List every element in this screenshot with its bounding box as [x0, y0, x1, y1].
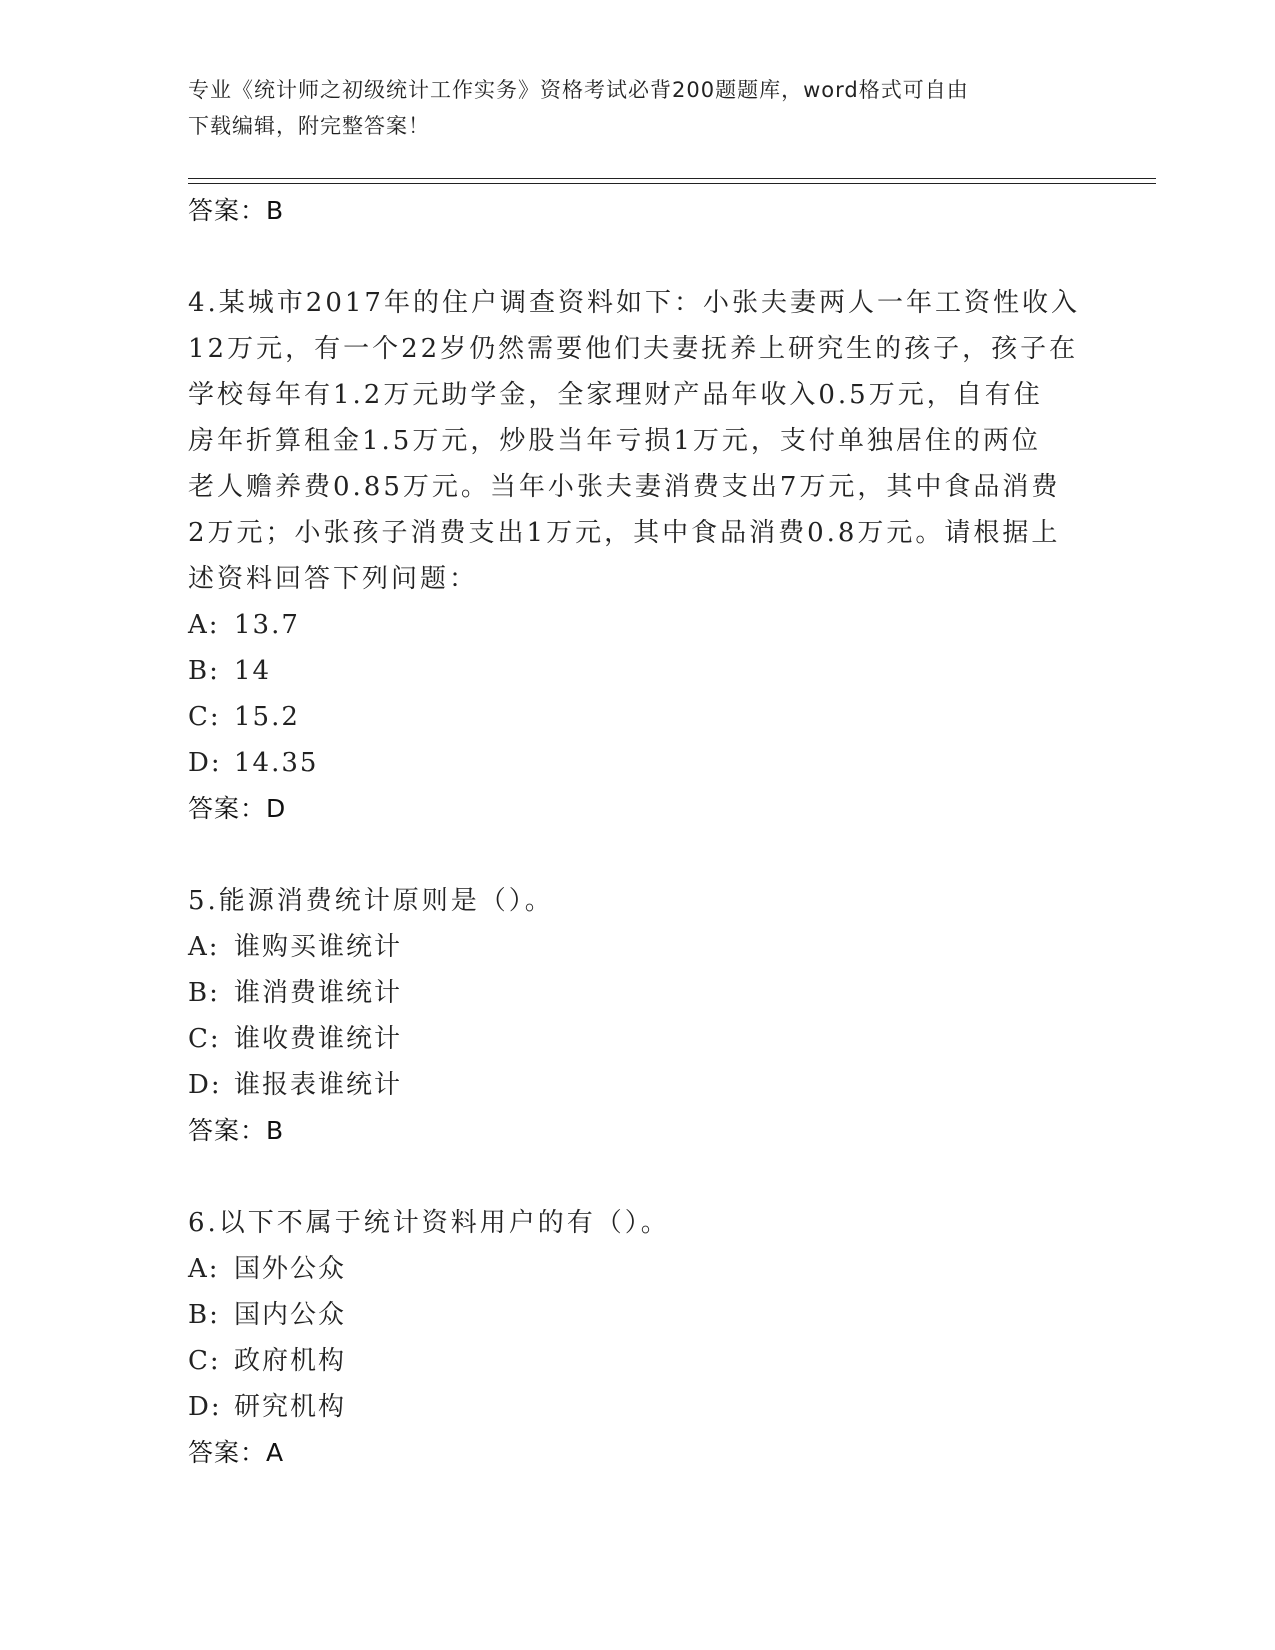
option-text: 谁收费谁统计: [234, 1024, 403, 1054]
option-text: 13.7: [234, 610, 300, 640]
spacer: [188, 234, 1088, 280]
option-text: 谁消费谁统计: [234, 978, 403, 1008]
option-letter: A:: [188, 1254, 220, 1284]
header-line-2: 下载编辑，附完整答案！: [188, 114, 430, 138]
option-b: [188, 648, 1088, 694]
question-line: 4.某城市2017年的住户调查资料如下：小张夫妻两人一年工资性收入: [188, 288, 1080, 318]
question-block-6: [188, 1200, 1088, 1476]
page-header: [188, 72, 1088, 144]
option-text: 谁报表谁统计: [234, 1070, 403, 1100]
question-line: 述资料回答下列问题：: [188, 564, 479, 594]
option-text: 国外公众: [234, 1254, 347, 1284]
question-stem: [188, 1200, 1088, 1246]
answer-label: 答案：B: [188, 1116, 285, 1145]
answer-label: 答案：D: [188, 794, 287, 823]
option-letter: B:: [188, 978, 220, 1008]
option-letter: B:: [188, 656, 220, 686]
option-text: 14: [234, 656, 272, 686]
option-text: 政府机构: [234, 1346, 347, 1376]
question-line: 6.以下不属于统计资料用户的有（）。: [188, 1208, 670, 1238]
option-d: [188, 1384, 1088, 1430]
option-letter: A:: [188, 932, 220, 962]
option-d: [188, 1062, 1088, 1108]
option-letter: D:: [188, 1070, 222, 1100]
option-text: 15.2: [234, 702, 300, 732]
header-rule-bottom: [188, 183, 1156, 184]
spacer: [188, 832, 1088, 878]
option-letter: C:: [188, 1346, 221, 1376]
option-text: 14.35: [234, 748, 319, 778]
option-letter: C:: [188, 702, 221, 732]
option-letter: D:: [188, 1392, 222, 1422]
question-stem: [188, 878, 1088, 924]
option-letter: A:: [188, 610, 220, 640]
question-block-4: [188, 280, 1088, 832]
answer-label: 答案：A: [188, 1438, 285, 1467]
option-c: [188, 1338, 1088, 1384]
option-a: [188, 1246, 1088, 1292]
option-letter: D:: [188, 748, 222, 778]
option-text: 谁购买谁统计: [234, 932, 403, 962]
option-a: [188, 602, 1088, 648]
option-c: [188, 694, 1088, 740]
question-line: 老人赡养费0.85万元。当年小张夫妻消费支出7万元，其中食品消费: [188, 472, 1061, 502]
option-a: [188, 924, 1088, 970]
document-body: [188, 188, 1088, 1476]
option-b: [188, 1292, 1088, 1338]
question-line: 房年折算租金1.5万元，炒股当年亏损1万元，支付单独居住的两位: [188, 426, 1041, 456]
header-line-1: 专业《统计师之初级统计工作实务》资格考试必背200题题库，word格式可自由: [188, 78, 969, 102]
option-letter: B:: [188, 1300, 220, 1330]
spacer: [188, 1154, 1088, 1200]
question-line: 学校每年有1.2万元助学金，全家理财产品年收入0.5万元，自有住: [188, 380, 1043, 410]
option-letter: C:: [188, 1024, 221, 1054]
option-text: 研究机构: [234, 1392, 347, 1422]
previous-answer: 答案：B: [188, 196, 285, 225]
question-line: 12万元，有一个22岁仍然需要他们夫妻抚养上研究生的孩子，孩子在: [188, 334, 1079, 364]
option-b: [188, 970, 1088, 1016]
header-rule-top: [188, 178, 1156, 179]
option-c: [188, 1016, 1088, 1062]
question-stem: [188, 280, 1088, 602]
question-line: 2万元；小张孩子消费支出1万元，其中食品消费0.8万元。请根据上: [188, 518, 1061, 548]
question-line: 5.能源消费统计原则是（）。: [188, 886, 554, 916]
option-d: [188, 740, 1088, 786]
option-text: 国内公众: [234, 1300, 347, 1330]
question-block-5: [188, 878, 1088, 1154]
